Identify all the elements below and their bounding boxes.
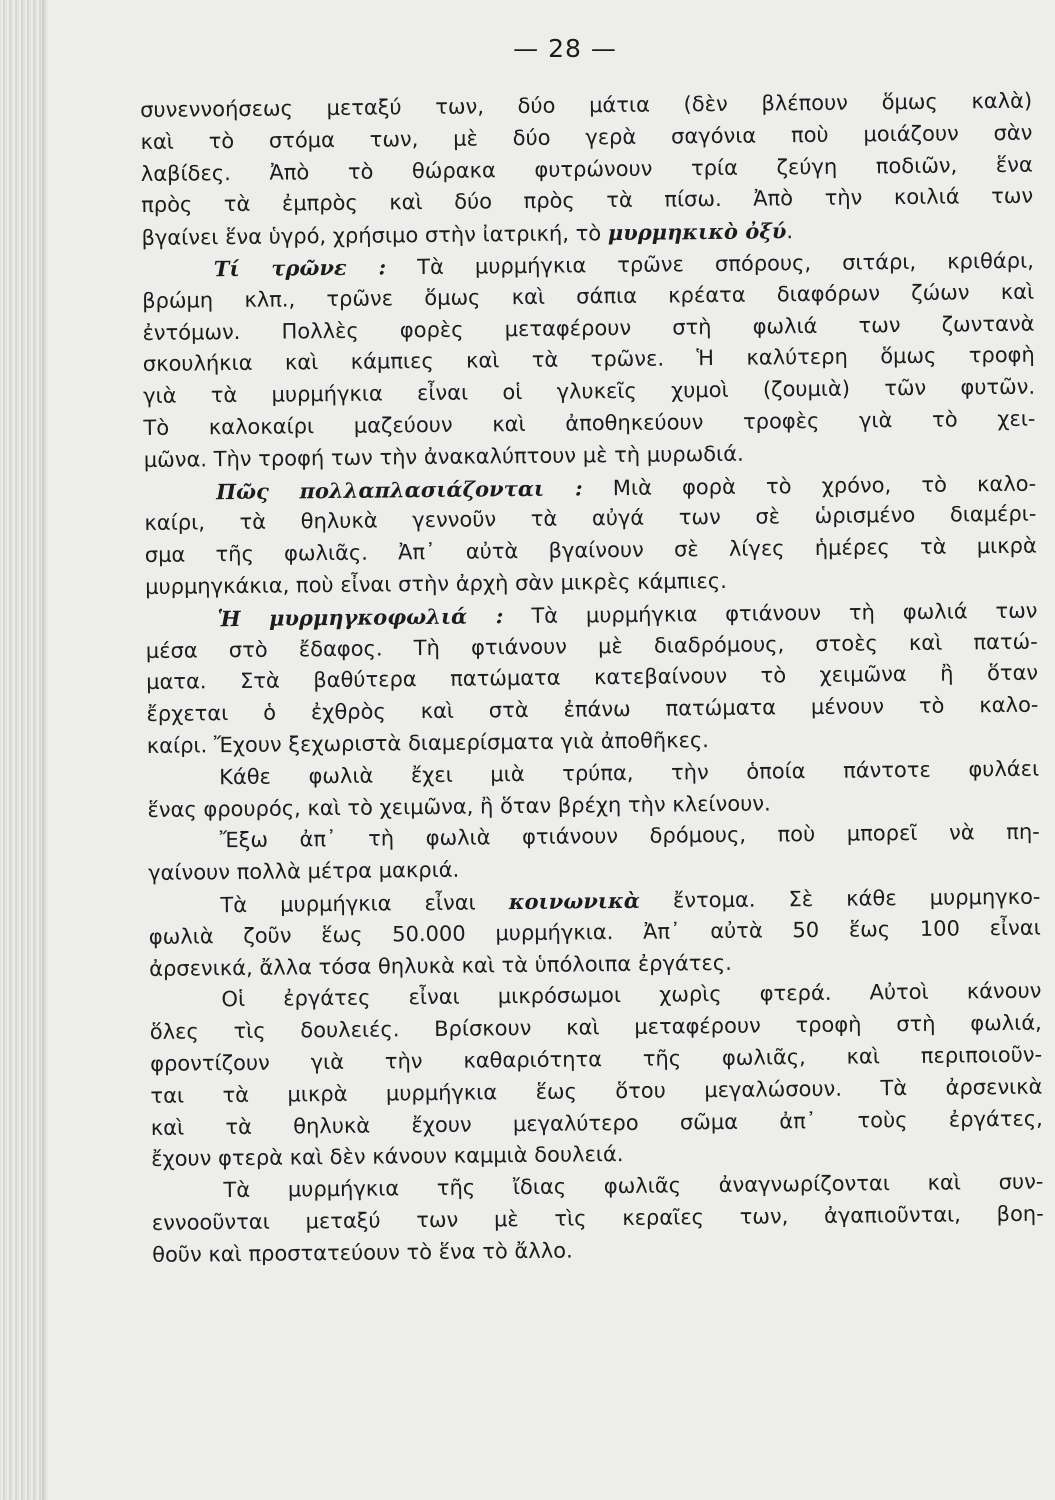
paragraph-social bbox=[148, 881, 1041, 986]
text-line: φροντίζουν γιὰ τὴν καθαριότητα τῆς φωλιᾶς, καὶ περιποιοῦν- bbox=[150, 1042, 1043, 1076]
text-line: φωλιὰ ζοῦν ἕως 50.000 μυρμήγκια. Ἀπ᾽ αὐτὰ 50 ἕως 100 εἶναι bbox=[148, 915, 1041, 949]
section-heading-anthill: Ἡ μυρμηγκοφωλιά : bbox=[217, 602, 504, 631]
page-text bbox=[140, 86, 1044, 1272]
page-number: — 28 — bbox=[513, 34, 617, 63]
text-segment: . bbox=[786, 219, 794, 244]
book-page-edge bbox=[0, 0, 42, 1500]
term-formic-acid: μυρμηκικὸ ὀξύ bbox=[607, 218, 787, 246]
text-line: Τὰ μυρμήγκια τῆς ἴδιας φωλιᾶς ἀναγνωρίζονται καὶ συν- bbox=[223, 1169, 1044, 1203]
text-line: μῶνα. Τὴν τροφή των τὴν ἀνακαλύπτουν μὲ τὴ μυρωδιά. bbox=[143, 441, 744, 472]
text-line: Κάθε φωλιὰ ἔχει μιὰ τρύπα, τὴν ὁποία πάντοτε φυλάει bbox=[219, 756, 1040, 789]
paragraph-roads bbox=[148, 817, 1041, 890]
text-line: καὶ τὰ θηλυκὰ ἔχουν μεγαλύτερο σῶμα ἀπ᾽ τοὺς ἐργάτες, bbox=[150, 1106, 1043, 1140]
text-line: ἔρχεται ὁ ἐχθρὸς καὶ στὰ ἐπάνω πατώματα μένουν τὸ καλο- bbox=[146, 692, 1039, 727]
text-line: Ἔξω ἀπ᾽ τὴ φωλιὰ φτιάνουν δρόμους, ποὺ μπορεῖ νὰ πη- bbox=[219, 819, 1040, 853]
text-line: ἔχουν φτερὰ καὶ δὲν κάνουν καμμιὰ δουλειά. bbox=[151, 1142, 624, 1172]
paragraph-food bbox=[142, 245, 1036, 477]
text-line: εννοοῦνται μεταξύ των μὲ τὶς κεραῖες των, ἀγαπιοῦνται, βοη- bbox=[151, 1201, 1044, 1235]
text-segment: ἔντομα. Σὲ κάθε μυρμηγκο- bbox=[639, 884, 1041, 913]
term-social: κοινωνικὰ bbox=[508, 887, 641, 915]
text-line: σκουλήκια καὶ κάμπιες καὶ τὰ τρῶνε. Ἡ καλύτερη ὅμως τροφὴ bbox=[142, 343, 1035, 377]
text-line: βρώμη κλπ., τρῶνε ὅμως καὶ σάπια κρέατα διαφόρων ζώων καὶ bbox=[142, 279, 1035, 313]
text-line: ἕνας φρουρός, καὶ τὸ χειμῶνα, ἢ ὅταν βρέχη τὴν κλείνουν. bbox=[147, 790, 771, 822]
text-line: θοῦν καὶ προστατεύουν τὸ ἕνα τὸ ἄλλο. bbox=[152, 1238, 573, 1267]
text-segment: Τὰ μυρμήγκια φτιάνουν τὴ φωλιά των bbox=[503, 598, 1038, 628]
text-line: μέσα στὸ ἔδαφος. Τὴ φτιάνουν μὲ διαδρόμους, στοὲς καὶ πατώ- bbox=[145, 629, 1038, 663]
text-line: καίρι. Ἔχουν ξεχωριστὰ διαμερίσματα γιὰ ἀποθῆκες. bbox=[146, 728, 710, 758]
text-line: μυρμηγκάκια, ποὺ εἶναι στὴν ἀρχὴ σὰν μικρὲς κάμπιες. bbox=[145, 568, 727, 599]
section-heading-food: Τί τρῶνε : bbox=[213, 254, 387, 282]
text-segment: Μιὰ φορὰ τὸ χρόνο, τὸ καλο- bbox=[582, 471, 1037, 500]
text-line: ἀρσενικά, ἄλλα τόσα θηλυκὰ καὶ τὰ ὑπόλοιπα ἐργάτες. bbox=[149, 950, 732, 981]
text-segment: Τὰ μυρμήγκια εἶναι bbox=[220, 890, 509, 918]
paragraph-workers bbox=[149, 976, 1043, 1176]
paragraph-anatomy bbox=[140, 86, 1034, 254]
text-line: καὶ τὸ στόμα των, μὲ δύο γερὰ σαγόνια ποὺ μοιάζουν σὰν bbox=[140, 120, 1033, 154]
paragraph-anthill bbox=[145, 594, 1039, 762]
section-heading-reproduction: Πῶς πολλαπλασιάζονται : bbox=[216, 474, 583, 504]
text-line: γαίνουν πολλὰ μέτρα μακριά. bbox=[148, 857, 460, 886]
text-line: συνεννοήσεως μεταξύ των, δύο μάτια (δὲν βλέπουν ὅμως καλὰ) bbox=[140, 88, 1033, 122]
paragraph-communication bbox=[151, 1167, 1044, 1272]
paragraph-reproduction bbox=[144, 467, 1037, 604]
text-line: καίρι, τὰ θηλυκὰ γεννοῦν τὰ αὐγά των σὲ ὡρισμένο διαμέρι- bbox=[144, 501, 1037, 536]
text-line: ἐντόμων. Πολλὲς φορὲς μεταφέρουν στὴ φωλιά των ζωντανὰ bbox=[142, 311, 1035, 345]
text-line: γιὰ τὰ μυρμήγκια εἶναι οἱ γλυκεῖς χυμοὶ (ζουμιὰ) τῶν φυτῶν. bbox=[143, 374, 1036, 409]
text-line: ται τὰ μικρὰ μυρμήγκια ἕως ὅτου μεγαλώσουν. Τὰ ἀρσενικὰ bbox=[150, 1074, 1043, 1108]
text-segment: βγαίνει ἕνα ὑγρό, χρήσιμο στὴν ἰατρική, τὸ bbox=[141, 221, 608, 251]
text-line: ματα. Στὰ βαθύτερα πατώματα κατεβαίνουν τὸ χειμῶνα ἢ ὅταν bbox=[146, 660, 1039, 695]
text-line: σμα τῆς φωλιᾶς. Ἀπ᾽ αὐτὰ βγαίνουν σὲ λίγες ἡμέρες τὰ μικρὰ bbox=[144, 533, 1037, 568]
text-line: Τὸ καλοκαίρι μαζεύουν καὶ ἀποθηκεύουν τροφὲς γιὰ τὸ χει- bbox=[143, 406, 1036, 440]
text-line: Οἱ ἐργάτες εἶναι μικρόσωμοι χωρὶς φτερά. Αὐτοὶ κάνουν bbox=[221, 978, 1042, 1012]
text-segment: Τὰ μυρμήγκια τρῶνε σπόρους, σιτάρι, κριθάρι, bbox=[386, 248, 1034, 280]
text-line: ὅλες τὶς δουλειές. Βρίσκουν καὶ μεταφέρουν τροφὴ στὴ φωλιά, bbox=[149, 1010, 1042, 1045]
text-line: λαβίδες. Ἀπὸ τὸ θώρακα φυτρώνουν τρία ζεύγη ποδιῶν, ἕνα bbox=[140, 152, 1033, 186]
paragraph-guard bbox=[147, 753, 1040, 826]
text-line: πρὸς τὰ ἐμπρὸς καὶ δύο πρὸς τὰ πίσω. Ἀπὸ τὴν κοιλιά των bbox=[141, 184, 1034, 218]
